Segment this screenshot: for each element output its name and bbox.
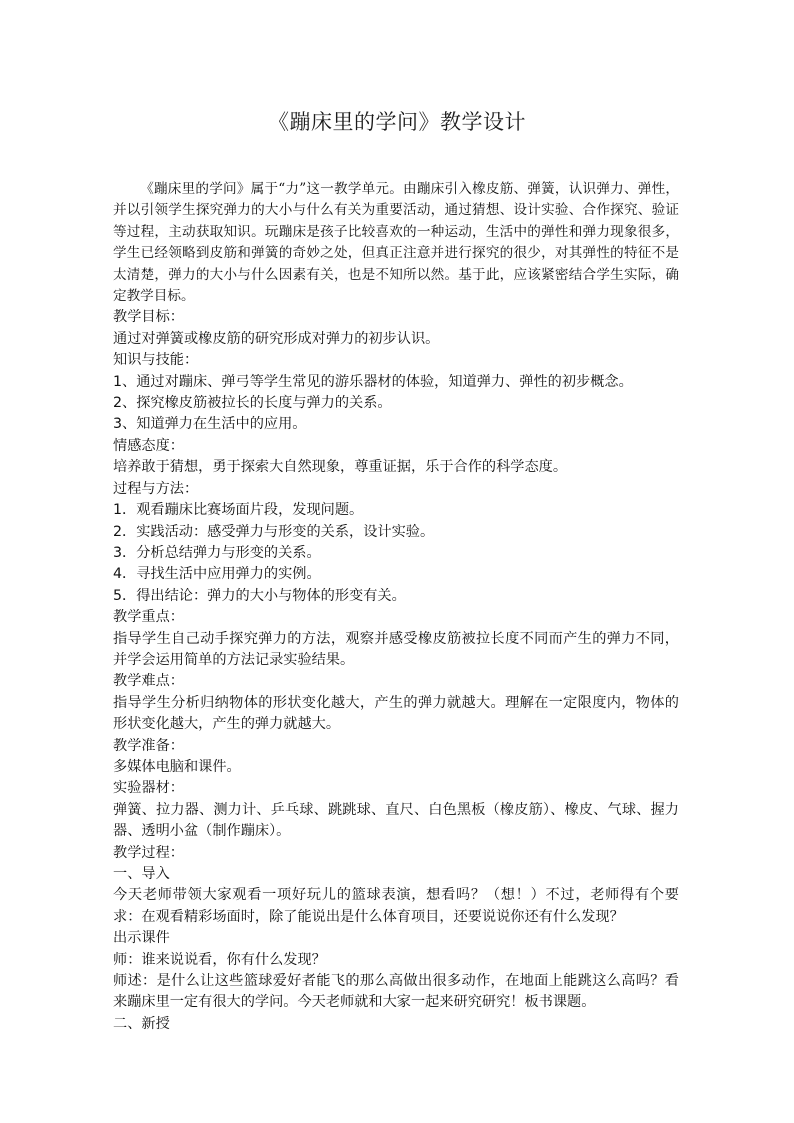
- list-item-process-3: 3．分析总结弹力与形变的关系。: [113, 544, 321, 561]
- heading-section-two: 二、新授: [113, 1015, 170, 1032]
- list-item-process-5: 5．得出结论：弹力的大小与物体的形变有关。: [113, 587, 406, 604]
- text-teaching-focus: 指导学生自己动手探究弹力的方法，观察并感受橡皮筋被拉长度不同而产生的弹力不同，并学会运用简单的方法记录实验结果。: [113, 630, 679, 668]
- heading-teaching-difficulty: 教学难点：: [113, 673, 184, 690]
- heading-teaching-process: 教学过程：: [113, 844, 184, 861]
- document-body: [113, 179, 679, 1035]
- heading-teaching-goal: 教学目标：: [113, 309, 184, 326]
- list-item-process-4: 4．寻找生活中应用弹力的实例。: [113, 566, 321, 583]
- text-section-one: 今天老师带领大家观看一项好玩儿的篮球表演，想看吗？（想！）不过，老师得有个要求：在观看精彩场面时，除了能说出是什么体育项目，还要说说你还有什么发现？: [113, 887, 679, 925]
- heading-emotional-attitude: 情感态度：: [113, 437, 184, 454]
- text-show-courseware: 出示课件: [113, 930, 170, 947]
- heading-knowledge-skills: 知识与技能：: [113, 352, 199, 369]
- heading-section-one: 一、导入: [113, 866, 170, 882]
- text-teaching-preparation: 多媒体电脑和课件。: [113, 758, 241, 775]
- page-title: 《蹦床里的学问》教学设计: [268, 110, 526, 135]
- paragraph-intro: 《蹦床里的学问》属于“力”这一教学单元。由蹦床引入橡皮筋、弹簧，认识弹力、弹性，并以引领学生探究弹力的大小与什么有关为重要活动，通过猜想、设计实验、合作探究、验证等过程，主动获取知识。玩蹦床是孩子比较喜欢的一种运动，生活中的弹性和弹力现象很多，学生已经领略到皮筋和弹簧的奇妙之处，但真正注意并进行探究的很少，对其弹性的特征不是太清楚，弹力的大小与什么因素有关，也是不知所以然。基于此，应该紧密结合学生实际，确定教学目标。: [113, 181, 679, 305]
- text-teacher-narrate: 师述：是什么让这些篮球爱好者能飞的那么高做出很多动作，在地面上能跳这么高吗？看来蹦床里一定有很大的学问。今天老师就和大家一起来研究研究！板书课题。: [113, 973, 679, 1011]
- list-item-knowledge-1: 1、通过对蹦床、弹弓等学生常见的游乐器材的体验，知道弹力、弹性的初步概念。: [113, 373, 633, 390]
- text-experiment-materials: 弹簧、拉力器、测力计、乒乓球、跳跳球、直尺、白色黑板（橡皮筋）、橡皮、气球、握力器、透明小盆（制作蹦床）。: [113, 801, 679, 840]
- text-emotional-attitude: 培养敢于猜想，勇于探索大自然现象，尊重证据，乐于合作的科学态度。: [113, 459, 568, 476]
- heading-teaching-preparation: 教学准备：: [113, 737, 184, 754]
- text-teaching-difficulty: 指导学生分析归纳物体的形状变化越大，产生的弹力就越大。理解在一定限度内，物体的形状变化越大，产生的弹力就越大。: [113, 694, 679, 733]
- list-item-process-2: 2．实践活动：感受弹力与形变的关系，设计实验。: [113, 523, 435, 540]
- heading-experiment-materials: 实验器材：: [113, 780, 184, 797]
- heading-teaching-focus: 教学重点：: [113, 609, 184, 626]
- list-item-knowledge-3: 3、知道弹力在生活中的应用。: [113, 416, 307, 433]
- text-teaching-goal: 通过对弹簧或橡皮筋的研究形成对弹力的初步认识。: [113, 330, 440, 347]
- list-item-knowledge-2: 2、探究橡皮筋被拉长的长度与弹力的关系。: [113, 395, 392, 412]
- heading-process-method: 过程与方法：: [113, 480, 199, 497]
- text-teacher-ask: 师：谁来说说看，你有什么发现？: [113, 951, 326, 968]
- list-item-process-1: 1．观看蹦床比赛场面片段，发现问题。: [113, 502, 364, 519]
